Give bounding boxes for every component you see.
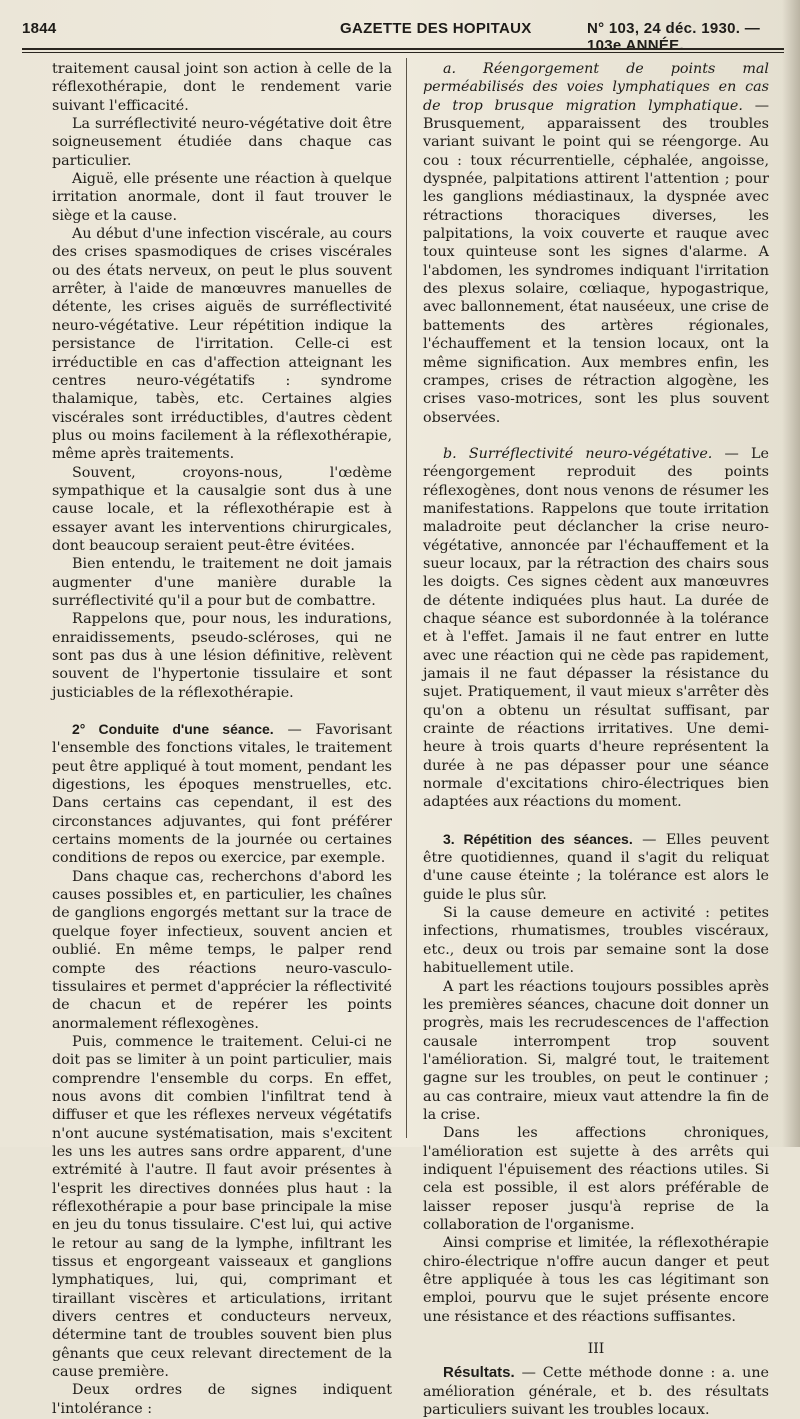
page-header	[22, 20, 782, 54]
section-3-heading: 3. Répétition des séances.	[443, 830, 633, 847]
page-number: 1844	[22, 20, 57, 37]
header-rule	[22, 48, 784, 50]
paragraph: Dans chaque cas, recherchons d'abord les causes possibles et, en particulier, les chaînes de ganglions engorgés mettant sur la trace de quelque foyer infectieux, souvent ancien et oublié. En même temps, le palper rend compte des réactions neuro-vasculo-tissulaires et permet d'apprécier la réflectivité de chacun et de repérer les points anormalement réflexogènes.	[52, 868, 392, 1032]
section-2-paragraph	[52, 720, 392, 868]
paragraph: Au début d'une infection viscérale, au cours des crises spasmodiques de crises viscérales ou des états nerveux, on peut le plus souvent arrêter, à l'aide de manœuvres manuelles de détente, les crises aiguës de surréflectivité neuro-végétative. Leur répétition indique la persistance de l'irritation. Celle-ci est irréductible en cas d'affection atteignant les centres neuro-végétatifs : syndrome thalamique, tabès, etc. Certaines algies viscérales sont irréductibles, d'autres cèdent plus ou moins facilement à la réflexothérapie, même après traitements.	[52, 226, 392, 463]
section-3-paragraph	[423, 830, 769, 904]
subsection-a-heading: a. Réengorgement de points mal perméabilisés des voies lymphatiques en cas de trop brusque migration lymphatique.	[423, 61, 769, 114]
paragraph: traitement causal joint son action à celle de la réflexothérapie, dont le rendement varie suivant l'efficacité.	[52, 61, 392, 114]
issue-info: N° 103, 24 déc. 1930. — 103e ANNÉE.	[587, 20, 760, 54]
paragraph: Si la cause demeure en activité : petites infections, rhumatismes, troubles viscéraux, etc., deux ou trois par semaine sont la dose habituellement utile.	[423, 905, 769, 977]
column-divider	[406, 58, 407, 1138]
right-column	[423, 60, 769, 1419]
paragraph: Souvent, croyons-nous, l'œdème sympathique et la causalgie sont dus à une cause locale, et la réflexothérapie est à essayer avant les interventions chirurgicales, dont beaucoup seraient peut-être évitées.	[52, 464, 392, 554]
subsection-b	[423, 445, 769, 812]
paragraph: La surréflectivité neuro-végétative doit être soigneusement étudiée dans chaque cas particulier.	[52, 116, 392, 169]
paragraph: Puis, commence le traitement. Celui-ci ne doit pas se limiter à un point particulier, mais comprendre l'ensemble du corps. En effet, nous avons dit combien l'infiltrat tend à diffuser et que les réflexes nerveux végétatifs n'ont aucune systématisation, mais s'excitent les uns les autres sans ordre apparent, d'une extrémité à l'autre. Il faut avoir présentes à l'esprit les directives données plus haut : la réflexothérapie a pour base principale la mise en jeu du tonus tissulaire. C'est lui, qui active le retour au sang de la lymphe, infiltrant les tissus et engorgeant vaisseaux et ganglions lymphatiques, lui, qui, comprimant et tiraillant viscères et articulations, irritant divers centres et conducteurs nerveux, détermine tant de troubles souvent bien plus gênants que ceux relevant directement de la cause première.	[52, 1033, 392, 1381]
section-3-lead: — Elles peuvent être quotidiennes, quand il s'agit du reliquat d'une cause éteinte ; la tolérance est alors le guide le plus sûr.	[423, 831, 769, 903]
paragraph: Aiguë, elle présente une réaction à quelque irritation anormale, dont il faut trouver le siège et la cause.	[52, 171, 392, 224]
subsection-a-body: — Brusquement, apparaissent des troubles variant suivant le point qui se réengorge. Au cou : toux récurrentielle, céphalée, angoisse, dyspnée, palpitations attirent l'attention ; pour les ganglions médiastinaux, la dyspnée avec rétractions thoraciques diverses, les palpitations, la voix couverte et rauque avec toux quinteuse sont les signes d'alarme. A l'abdomen, les syndromes indiquant l'irritation des plexus solaire, cœliaque, hypogastrique, avec ballonnement, état nauséeux, une crise de battements des artères régionales, l'échauffement et la tension locaux, ont la même signification. Aux membres enfin, les crampes, crises de rétraction algogène, les crises vaso-motrices, sont les plus souvent observées.	[423, 97, 770, 426]
results-paragraph	[423, 1364, 769, 1419]
header-rule-thin	[22, 52, 784, 53]
paragraph: Deux ordres de signes indiquent l'intolérance :	[52, 1382, 392, 1417]
results-body: — Cette méthode donne : a. une amélioration générale, et b. des résultats particuliers suivant les troubles locaux.	[423, 1365, 769, 1419]
subsection-b-body: — Le réengorgement reproduit des points réflexogènes, dont nous venons de résumer les manifestations. Rappelons que toute irritation maladroite peut déclancher la crise neuro-végétative, annoncée par l'échauffement et la sueur locaux, par la rétraction des chairs sous les doigts. Ces signes cèdent aux manœuvres de détente indiquées plus haut. La durée de chaque séance est subordonnée à la tolérance et à l'effet. Jamais il ne faut entrer en lutte avec une réaction qui ne cède pas rapidement, jamais il ne faut dépasser la résistance du sujet. Pratiquement, il vaut mieux s'arrêter dès qu'on a obtenu un résultat suffisant, par crainte de réactions irritatives. Une demi-heure à trois quarts d'heure représentent la durée à ne pas dépasser pour une séance normale d'excitations chiro-électriques bien adaptées aux réactions du moment.	[423, 445, 769, 811]
subsection-a	[423, 60, 769, 427]
results-heading: Résultats.	[443, 1364, 515, 1382]
paragraph: A part les réactions toujours possibles après les premières séances, chacune doit donner un progrès, mais les recrudescences de l'affection causale interrompent trop souvent l'amélioration. Si, malgré tout, le traitement gagne sur les troubles, on peut le continuer ; au cas contraire, mieux vaut attendre la fin de la crise.	[423, 978, 769, 1123]
section-2-heading: 2° Conduite d'une séance.	[72, 721, 274, 738]
journal-title: GAZETTE DES HOPITAUX	[340, 20, 532, 37]
paragraph: Ainsi comprise et limitée, la réflexothérapie chiro-électrique n'offre aucun danger et peut être appliquée à tous les cas légitimant son emploi, pourvu que le sujet présente encore une résistance et des réactions suffisantes.	[423, 1235, 769, 1325]
left-column	[52, 60, 392, 1418]
page-edge-shadow	[782, 0, 800, 1147]
section-roman-numeral: III	[587, 1341, 605, 1358]
subsection-b-heading: b. Surréflectivité neuro-végétative.	[443, 445, 713, 462]
paragraph: Rappelons que, pour nous, les indurations, enraidissements, pseudo-scléroses, qui ne sont pas dus à une lésion définitive, relèvent souvent de l'hypertonie tissulaire et sont justiciables de la réflexothérapie.	[52, 611, 392, 701]
section-2-lead: — Favorisant l'ensemble des fonctions vitales, le traitement peut être appliqué à tout moment, pendant les digestions, les époques menstruelles, etc. Dans certains cas cependant, il est des circonstances adjuvantes, qui font préférer certains moments de la journée ou certaines conditions de repos ou exercice, par exemple.	[52, 722, 393, 867]
paragraph: Dans les affections chroniques, l'amélioration est sujette à des arrêts qui indiquent l'épuisement des réactions utiles. Si cela est possible, il est alors préférable de laisser reposer jusqu'à reprise de la collaboration de l'organisme.	[423, 1125, 769, 1233]
paragraph: Bien entendu, le traitement ne doit jamais augmenter d'une manière durable la surréflectivité qu'il a pour but de combattre.	[52, 556, 392, 609]
